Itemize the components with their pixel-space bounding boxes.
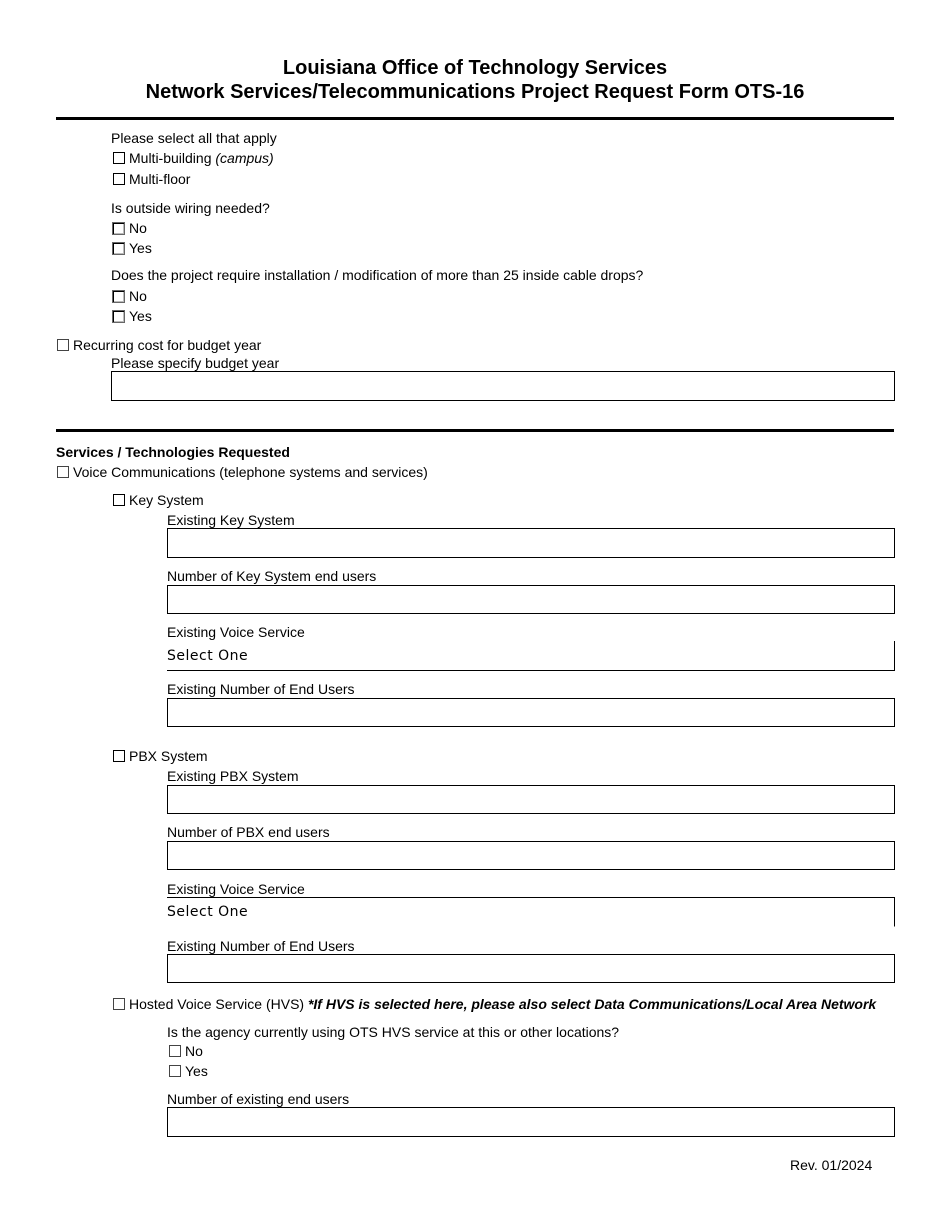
budget-year-label: Please specify budget year (111, 355, 280, 371)
cable-drops-yes-label: Yes (129, 308, 152, 324)
recurring-cost-checkbox[interactable] (57, 339, 69, 351)
key-voice-service-select[interactable] (167, 641, 895, 671)
pbx-voice-service-select[interactable] (167, 897, 895, 927)
outside-wiring-no-option[interactable] (112, 220, 147, 236)
form-title-line1: Louisiana Office of Technology Services (282, 57, 668, 79)
key-system-option[interactable] (113, 492, 204, 508)
cable-drops-yes-checkbox[interactable] (112, 310, 125, 323)
services-heading: Services / Technologies Requested (56, 444, 290, 460)
budget-year-field[interactable] (111, 371, 895, 401)
cable-drops-no-label: No (129, 288, 147, 304)
outside-wiring-yes-option[interactable] (112, 240, 152, 256)
key-system-users-label: Number of Key System end users (167, 568, 377, 584)
hvs-yes-checkbox[interactable] (169, 1065, 181, 1077)
hvs-label: Hosted Voice Service (HVS) (129, 996, 305, 1012)
pbx-system-option[interactable] (113, 748, 208, 764)
key-system-label: Key System (129, 492, 204, 508)
voice-communications-option[interactable] (57, 464, 428, 480)
cable-drops-question: Does the project require installation / modification of more than 25 inside cable drops? (111, 267, 644, 283)
pbx-end-users-label: Existing Number of End Users (167, 938, 355, 954)
outside-wiring-no-checkbox[interactable] (112, 222, 125, 235)
pbx-users-label: Number of PBX end users (167, 824, 330, 840)
multi-floor-option[interactable] (113, 171, 190, 187)
multi-floor-label: Multi-floor (129, 171, 191, 187)
hvs-question: Is the agency currently using OTS HVS service at this or other locations? (167, 1024, 620, 1040)
cable-drops-yes-option[interactable] (112, 308, 152, 324)
hvs-note: *If HVS is selected here, please also select Data Communications/Local Area Network (307, 996, 877, 1012)
voice-communications-label: Voice Communications (telephone systems and services) (73, 464, 428, 480)
revision-label: Rev. 01/2024 (790, 1157, 873, 1173)
voice-communications-checkbox[interactable] (57, 466, 69, 478)
form-title-line2: Network Services/Telecommunications Project Request Form OTS-16 (145, 81, 805, 103)
cable-drops-no-checkbox[interactable] (112, 290, 125, 303)
recurring-cost-option[interactable] (57, 337, 261, 353)
outside-wiring-no-label: No (129, 220, 147, 236)
hvs-existing-users-label: Number of existing end users (167, 1091, 350, 1107)
pbx-users-field[interactable] (167, 841, 895, 870)
existing-pbx-system-field[interactable] (167, 785, 895, 814)
hvs-checkbox[interactable] (113, 998, 125, 1010)
key-voice-service-selected: Select One (167, 648, 249, 664)
multi-building-label: Multi-building (129, 150, 212, 166)
hvs-existing-users-field[interactable] (167, 1107, 895, 1137)
multi-building-note: (campus) (215, 150, 274, 166)
hvs-yes-label: Yes (185, 1063, 208, 1079)
section-divider (56, 429, 894, 432)
outside-wiring-yes-label: Yes (129, 240, 152, 256)
outside-wiring-yes-checkbox[interactable] (112, 242, 125, 255)
existing-key-system-field[interactable] (167, 528, 895, 558)
multi-building-checkbox[interactable] (113, 152, 125, 164)
key-system-checkbox[interactable] (113, 494, 125, 506)
existing-pbx-system-label: Existing PBX System (167, 768, 299, 784)
key-system-users-field[interactable] (167, 585, 895, 614)
existing-key-system-label: Existing Key System (167, 512, 295, 528)
multi-building-option[interactable] (113, 150, 274, 166)
outside-wiring-question: Is outside wiring needed? (111, 200, 270, 216)
header-divider (56, 117, 894, 120)
pbx-system-checkbox[interactable] (113, 750, 125, 762)
building-prompt: Please select all that apply (111, 130, 277, 146)
hvs-yes-option[interactable] (169, 1063, 208, 1079)
pbx-voice-service-label: Existing Voice Service (167, 881, 305, 897)
hvs-no-label: No (185, 1043, 203, 1059)
key-voice-service-label: Existing Voice Service (167, 624, 305, 640)
key-end-users-field[interactable] (167, 698, 895, 727)
pbx-voice-service-selected: Select One (167, 904, 249, 920)
cable-drops-no-option[interactable] (112, 288, 147, 304)
key-end-users-label: Existing Number of End Users (167, 681, 355, 697)
recurring-cost-label: Recurring cost for budget year (73, 337, 262, 353)
pbx-end-users-field[interactable] (167, 954, 895, 983)
multi-floor-checkbox[interactable] (113, 173, 125, 185)
hvs-no-option[interactable] (169, 1043, 203, 1059)
pbx-system-label: PBX System (129, 748, 208, 764)
hvs-no-checkbox[interactable] (169, 1045, 181, 1057)
hvs-option[interactable] (113, 996, 876, 1012)
